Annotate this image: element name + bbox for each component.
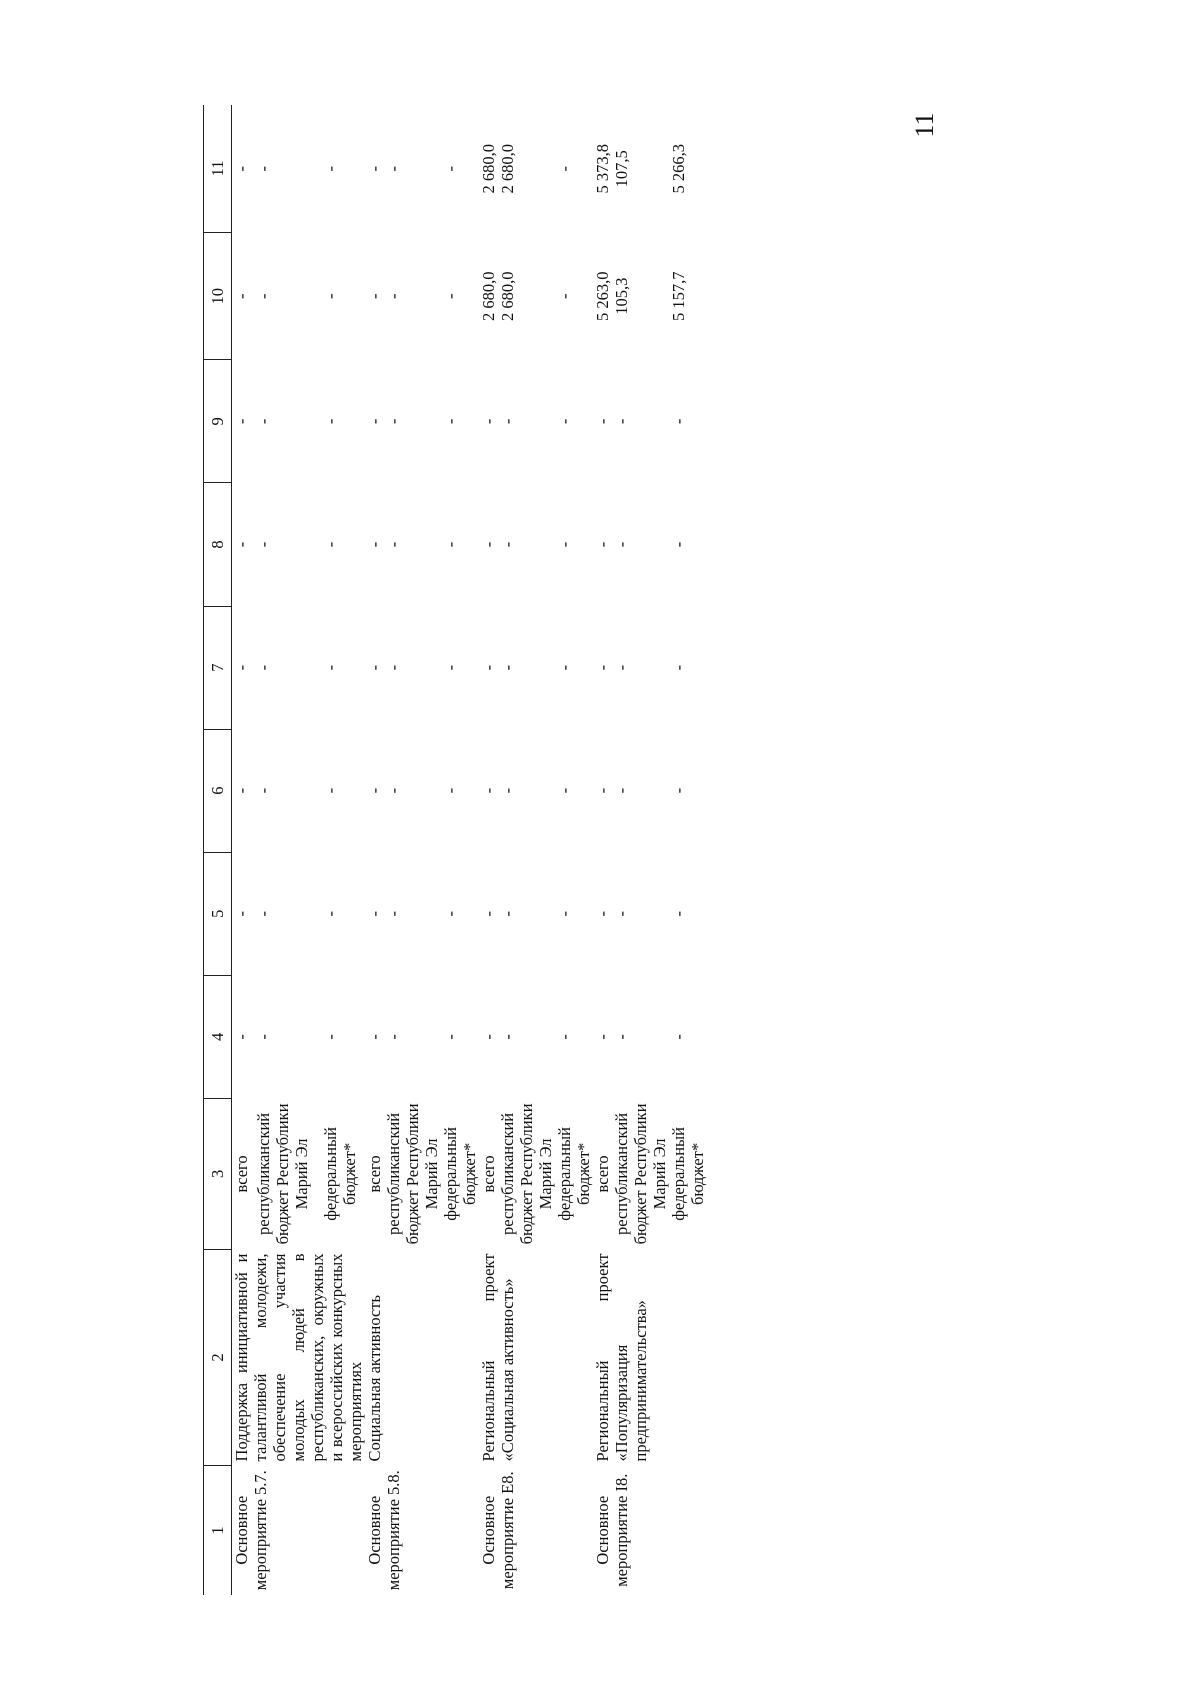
value-cell-col-7: - (669, 664, 688, 671)
table-body (232, 105, 708, 1595)
value-cell-col-10: - (365, 293, 384, 299)
value-cell-col-6: - (593, 787, 612, 794)
value-cell-col-11: 5 266,3 (669, 144, 688, 194)
value-cell-col-9: - (669, 418, 688, 425)
value-cell-col-8: - (555, 541, 574, 548)
value-cell-col-7: - (320, 664, 340, 671)
value-cell-col-4: - (498, 1034, 517, 1040)
value-cell-col-10: - (232, 293, 251, 299)
value-cell-col-11: 2 680,0 (498, 144, 517, 194)
value-cell-col-5: - (254, 910, 274, 917)
value-cell-col-7: - (365, 664, 384, 671)
value-cell-col-10: - (320, 293, 340, 299)
value-cell-col-4: - (365, 1034, 384, 1040)
value-cell-col-11: - (365, 166, 384, 172)
value-cell-col-8: - (441, 541, 460, 548)
table-header-row (204, 105, 232, 1595)
value-cell-col-10: 2 680,0 (479, 271, 498, 321)
value-cell-col-8: - (320, 541, 340, 548)
value-cell-col-6: - (441, 787, 460, 794)
table-row (479, 105, 498, 1595)
value-cell-col-8: - (593, 541, 612, 548)
value-cell-col-5: - (555, 910, 574, 917)
value-cell-col-11: - (320, 166, 340, 172)
value-cell-col-11: 2 680,0 (479, 144, 498, 194)
value-cell-col-7: - (384, 664, 403, 671)
event-code-cell: Основное мероприятие 5.7. (232, 1470, 270, 1591)
funding-source-cell: республиканский бюджет Республики Марий Эл (612, 1103, 669, 1245)
table-row (593, 105, 612, 1595)
event-name-cell: Региональный проект «Социальная активность» (479, 1253, 517, 1462)
value-cell-col-9: - (254, 418, 274, 425)
funding-source-cell: федеральный бюджет* (320, 1127, 359, 1221)
value-cell-col-7: - (232, 664, 251, 671)
funding-source-cell: федеральный бюджет* (441, 1127, 479, 1221)
column-header-10: 10 (204, 232, 232, 359)
value-cell-col-8: - (669, 541, 688, 548)
value-cell-col-5: - (498, 910, 517, 917)
value-cell-col-8: - (498, 541, 517, 548)
event-code-cell: Основное мероприятие 5.8. (365, 1470, 403, 1591)
value-cell-col-10: - (441, 293, 460, 299)
value-cell-col-6: - (254, 787, 274, 794)
event-code-cell: Основное мероприятие I8. (593, 1473, 631, 1587)
funding-source-cell: всего (593, 1155, 612, 1193)
value-cell-col-10: 5 263,0 (593, 271, 612, 321)
column-header-1: 1 (204, 1465, 232, 1595)
value-cell-col-9: - (612, 418, 631, 425)
funding-source-cell: всего (365, 1155, 384, 1193)
value-cell-col-9: - (232, 418, 251, 425)
value-cell-col-10: - (254, 293, 274, 299)
value-cell-col-5: - (441, 910, 460, 917)
value-cell-col-6: - (498, 787, 517, 794)
value-cell-col-4: - (254, 1034, 274, 1040)
value-cell-col-8: - (479, 541, 498, 548)
budget-table (203, 105, 707, 1595)
value-cell-col-7: - (441, 664, 460, 671)
value-cell-col-10: 105,3 (612, 277, 631, 315)
value-cell-col-4: - (669, 1034, 688, 1040)
value-cell-col-6: - (612, 787, 631, 794)
value-cell-col-10: 2 680,0 (498, 271, 517, 321)
funding-source-cell: всего (232, 1155, 251, 1193)
value-cell-col-8: - (365, 541, 384, 548)
value-cell-col-11: - (232, 166, 251, 172)
value-cell-col-4: - (555, 1034, 574, 1040)
funding-source-cell: республиканский бюджет Республики Марий Эл (498, 1103, 555, 1245)
value-cell-col-7: - (612, 664, 631, 671)
value-cell-col-4: - (593, 1034, 612, 1040)
table-row (232, 105, 255, 1595)
value-cell-col-4: - (441, 1034, 460, 1040)
value-cell-col-9: - (365, 418, 384, 425)
value-cell-col-5: - (612, 910, 631, 917)
value-cell-col-7: - (254, 664, 274, 671)
funding-source-cell: республиканский бюджет Республики Марий Эл (384, 1103, 441, 1245)
value-cell-col-7: - (593, 664, 612, 671)
value-cell-col-8: - (254, 541, 274, 548)
value-cell-col-8: - (384, 541, 403, 548)
funding-source-cell: федеральный бюджет* (555, 1127, 593, 1221)
value-cell-col-5: - (593, 910, 612, 917)
value-cell-col-5: - (669, 910, 688, 917)
value-cell-col-8: - (612, 541, 631, 548)
value-cell-col-6: - (479, 787, 498, 794)
value-cell-col-7: - (498, 664, 517, 671)
event-code-cell: Основное мероприятие Е8. (479, 1471, 517, 1590)
column-header-6: 6 (204, 729, 232, 852)
value-cell-col-11: - (254, 166, 274, 172)
funding-source-cell: всего (479, 1155, 498, 1193)
value-cell-col-5: - (365, 910, 384, 917)
column-header-7: 7 (204, 606, 232, 729)
value-cell-col-4: - (479, 1034, 498, 1040)
column-header-9: 9 (204, 360, 232, 483)
value-cell-col-6: - (669, 787, 688, 794)
column-header-11: 11 (204, 105, 232, 232)
value-cell-col-9: - (555, 418, 574, 425)
budget-table-rotated-container (203, 105, 1003, 1595)
value-cell-col-6: - (232, 787, 251, 794)
value-cell-col-9: - (479, 418, 498, 425)
value-cell-col-5: - (320, 910, 340, 917)
table-row (365, 105, 384, 1595)
column-header-8: 8 (204, 483, 232, 606)
funding-source-cell: федеральный бюджет* (669, 1127, 707, 1221)
value-cell-col-4: - (612, 1034, 631, 1040)
value-cell-col-9: - (593, 418, 612, 425)
value-cell-col-7: - (555, 664, 574, 671)
value-cell-col-5: - (479, 910, 498, 917)
value-cell-col-6: - (384, 787, 403, 794)
funding-source-cell: республиканский бюджет Республики Марий Эл (254, 1103, 312, 1245)
value-cell-col-9: - (441, 418, 460, 425)
event-name-cell: Региональный проект «Популяризация предпринимательства» (593, 1253, 650, 1462)
value-cell-col-4: - (320, 1034, 340, 1040)
value-cell-col-5: - (232, 910, 251, 917)
value-cell-col-7: - (479, 664, 498, 671)
value-cell-col-10: - (555, 293, 574, 299)
page-number: 11 (910, 112, 939, 138)
value-cell-col-6: - (555, 787, 574, 794)
value-cell-col-9: - (384, 418, 403, 425)
value-cell-col-11: 5 373,8 (593, 144, 612, 194)
event-name-cell: Поддержка инициативной и талантливой молодежи, обеспечение участия молодых людей в республиканских, окружных и всероссийских конкурсных мероприятиях (232, 1253, 365, 1462)
value-cell-col-9: - (320, 418, 340, 425)
value-cell-col-11: - (441, 166, 460, 172)
value-cell-col-4: - (384, 1034, 403, 1040)
value-cell-col-5: - (384, 910, 403, 917)
event-name-cell: Социальная активность (365, 1294, 384, 1462)
value-cell-col-9: - (498, 418, 517, 425)
value-cell-col-10: 5 157,7 (669, 271, 688, 321)
value-cell-col-10: - (384, 293, 403, 299)
value-cell-col-8: - (232, 541, 251, 548)
value-cell-col-11: 107,5 (612, 150, 631, 188)
column-header-2: 2 (204, 1250, 232, 1466)
column-header-3: 3 (204, 1098, 232, 1249)
value-cell-col-4: - (232, 1034, 251, 1040)
value-cell-col-6: - (320, 787, 340, 794)
column-header-4: 4 (204, 975, 232, 1098)
value-cell-col-11: - (384, 166, 403, 172)
column-header-5: 5 (204, 852, 232, 975)
value-cell-col-6: - (365, 787, 384, 794)
value-cell-col-11: - (555, 166, 574, 172)
